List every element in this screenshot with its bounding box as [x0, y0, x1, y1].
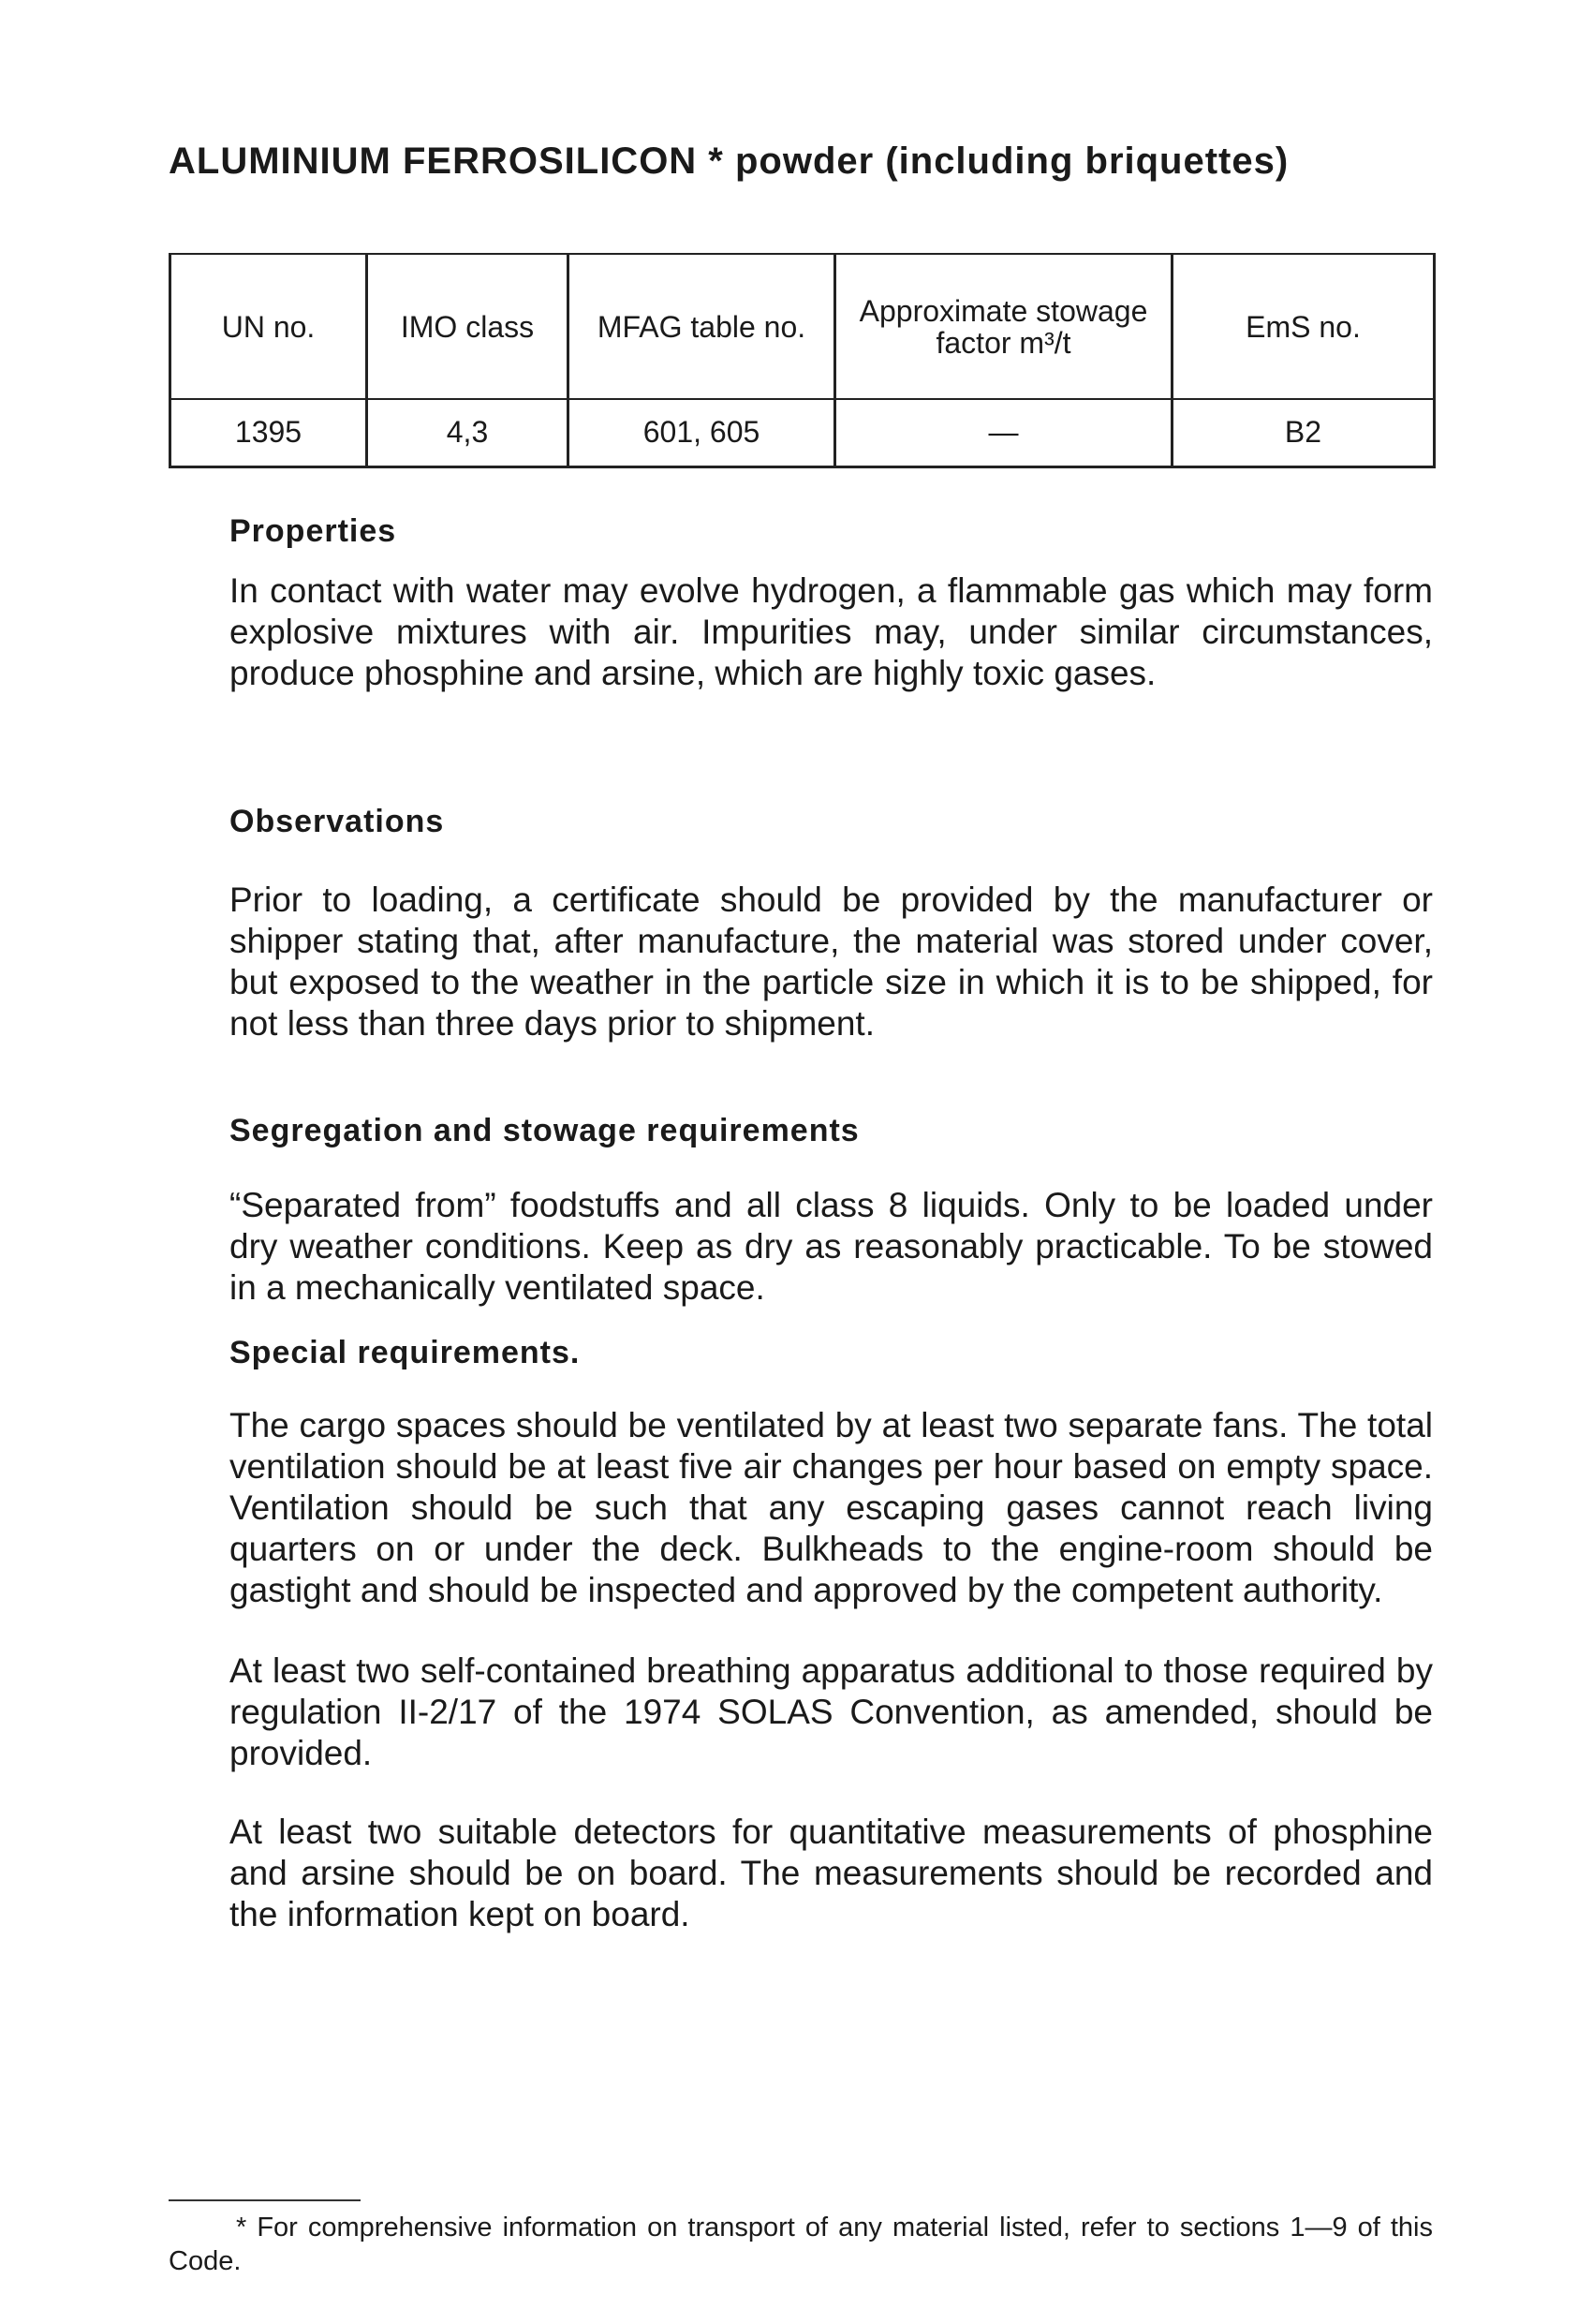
cell-imo-class: 4,3 [367, 399, 568, 466]
page-title: ALUMINIUM FERROSILICON * powder (including briquettes) [169, 141, 1290, 182]
section-heading: Segregation and stowage requirements [229, 1113, 860, 1148]
section-heading: Observations [229, 804, 445, 839]
section-heading: Special requirements. [229, 1335, 581, 1370]
section-paragraph: At least two suitable detectors for quantitative measurements of phosphine and arsine should be on board. The measurements should be recorded and the information kept on board. [229, 1813, 1433, 1933]
section-paragraph: The cargo spaces should be ventilated by at least two separate fans. The total ventilation should be at least five air changes per hour based on empty space. Ventilation should be such that any escaping gases cannot reach living quarters on or under the deck. Bulkheads to the engine-room should be gastight and should be inspected and approved by the competent authority. [229, 1406, 1433, 1609]
substance-info-table [169, 253, 1436, 468]
section-paragraph: Prior to loading, a certificate should be provided by the manufacturer or shipper stating that, after manufacture, the material was stored under cover, but exposed to the weather in the particle size in which it is to be shipped, for not less than three days prior to shipment. [229, 881, 1433, 1043]
header-ems-no: EmS no. [1173, 254, 1435, 399]
footnote: * For comprehensive information on transport of any material listed, refer to sections 1—9 of this Code. [169, 2213, 1433, 2276]
cell-stowage-factor: — [835, 399, 1173, 466]
section-paragraph: In contact with water may evolve hydrogen, a flammable gas which may form explosive mixtures with air. Impurities may, under similar circumstances, produce phosphine and arsine, which are highly toxic gases. [229, 571, 1433, 692]
section-special-requirements [229, 1335, 1433, 1935]
header-imo-class: IMO class [367, 254, 568, 399]
section-segregation [229, 1113, 1433, 1309]
section-paragraph: “Separated from” foodstuffs and all class 8 liquids. Only to be loaded under dry weather conditions. Keep as dry as reasonably practicable. To be stowed in a mechanically ventilated space. [229, 1186, 1433, 1307]
cell-un-no: 1395 [170, 399, 367, 466]
footnote-divider [169, 2199, 361, 2201]
section-paragraph: At least two self-contained breathing apparatus additional to those required by regulation II-2/17 of the 1974 SOLAS Convention, as amended, should be provided. [229, 1651, 1433, 1772]
cell-mfag-table: 601, 605 [568, 399, 835, 466]
table-header-row [170, 254, 1435, 399]
header-un-no: UN no. [170, 254, 367, 399]
header-mfag-table: MFAG table no. [568, 254, 835, 399]
header-stowage-factor: Approximate stowage factor m³/t [835, 254, 1173, 399]
cell-ems-no: B2 [1173, 399, 1435, 466]
table-row [170, 399, 1435, 466]
section-properties [229, 513, 1433, 694]
section-heading: Properties [229, 513, 397, 549]
section-observations [229, 804, 1433, 1044]
